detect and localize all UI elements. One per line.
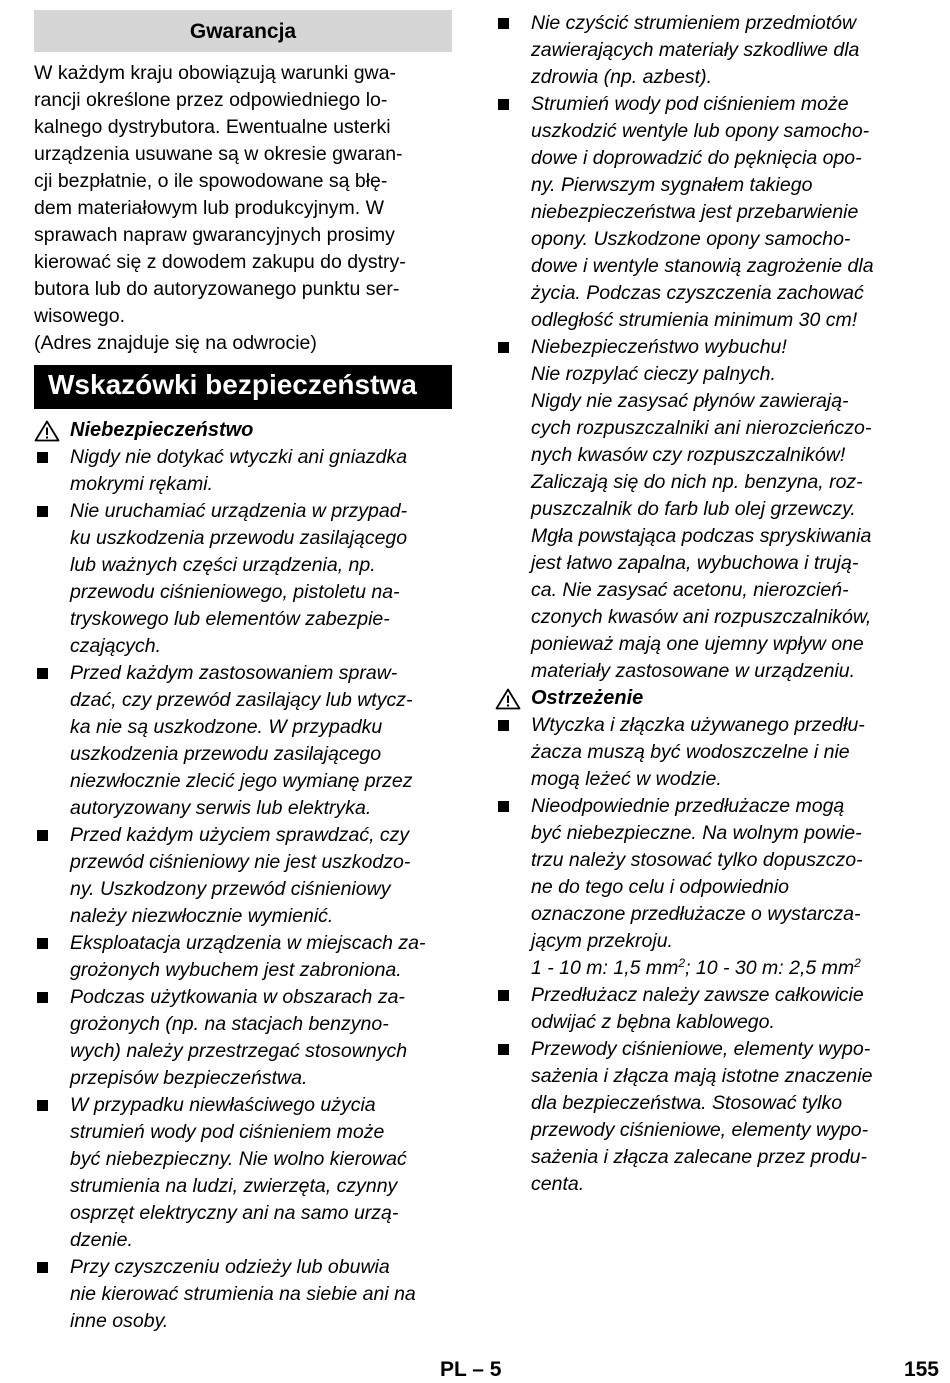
text-line: wych) należy przestrzegać stosownych: [70, 1040, 408, 1062]
square-bullet-icon: [498, 99, 509, 110]
list-item: [495, 10, 915, 91]
text-line: Nigdy nie zasysać płynów zawierają-: [531, 390, 849, 412]
left-column: [34, 10, 452, 1335]
list-item: [34, 444, 452, 498]
text-line: Przewody ciśnieniowe, elementy wypo-: [531, 1038, 871, 1060]
danger-list-continued: [495, 10, 915, 685]
list-item: [495, 91, 915, 334]
footer-page-number: 155: [903, 1358, 939, 1381]
text-line: inne osoby.: [70, 1310, 169, 1332]
list-item: [34, 1092, 452, 1254]
text-line: Podczas użytkowania w obszarach za-: [70, 986, 405, 1008]
text-line: odległość strumienia minimum 30 cm!: [531, 309, 858, 331]
square-bullet-icon: [498, 801, 509, 812]
footer-language-page: PL – 5: [440, 1358, 502, 1381]
text-line: Eksploatacja urządzenia w miejscach za-: [70, 932, 426, 954]
text-line: ny. Uszkodzony przewód ciśnieniowy: [70, 878, 391, 900]
square-bullet-icon: [37, 938, 48, 949]
text-line: zdrowia (np. azbest).: [531, 66, 712, 88]
text-line: kalnego dystrybutora. Ewentualne usterki: [34, 116, 391, 138]
danger-list: [34, 444, 452, 1335]
text-line: Nie uruchamiać urządzenia w przypad-: [70, 500, 408, 522]
text-line: ku uszkodzenia przewodu zasilającego: [70, 527, 408, 549]
warning-triangle-icon: [34, 420, 60, 442]
text-line: kierować się z dowodem zakupu do dystry-: [34, 251, 406, 273]
text-line: centa.: [531, 1173, 585, 1195]
text-line: zawierających materiały szkodliwe dla: [531, 39, 860, 61]
text-line: uszkodzić wentyle lub opony samocho-: [531, 120, 870, 142]
right-column: [495, 10, 915, 1198]
text-line: Przed każdym zastosowaniem spraw-: [70, 662, 398, 684]
text-line: ca. Nie zasysać acetonu, nierozcień-: [531, 579, 849, 601]
list-item: [34, 984, 452, 1092]
list-item: [34, 498, 452, 660]
square-bullet-icon: [37, 506, 48, 517]
text-line: niebezpieczeństwa jest przebarwienie: [531, 201, 859, 223]
text-line: dem materiałowym lub produkcyjnym. W: [34, 197, 385, 219]
cross-section-spec: [531, 955, 915, 982]
text-line: sprawach napraw gwarancyjnych prosimy: [34, 224, 395, 246]
square-bullet-icon: [37, 992, 48, 1003]
text-line: być niebezpieczne. Na wolnym powie-: [531, 822, 862, 844]
text-line: nych kwasów czy rozpuszczalników!: [531, 444, 846, 466]
text-line: opony. Uszkodzone opony samocho-: [531, 228, 851, 250]
spec-text: ;: [685, 957, 696, 979]
text-line: dzenie.: [70, 1229, 133, 1251]
list-item: [495, 982, 915, 1036]
text-line: żacza muszą być wodoszczelne i nie: [531, 741, 850, 763]
square-bullet-icon: [498, 1044, 509, 1055]
text-line: ny. Pierwszym sygnałem takiego: [531, 174, 813, 196]
text-line: przewody ciśnieniowe, elementy wypo-: [531, 1119, 869, 1141]
spec-text: 10 - 30 m: 2,5 mm: [695, 957, 855, 979]
text-line: Niebezpieczeństwo wybuchu!: [531, 336, 787, 358]
text-line: sażenia i złącza zalecane przez produ-: [531, 1146, 868, 1168]
square-bullet-icon: [498, 720, 509, 731]
text-line: przewód ciśnieniowy nie jest uszkodzo-: [70, 851, 411, 873]
text-line: autoryzowany serwis lub elektryka.: [70, 797, 372, 819]
text-line: być niebezpieczny. Nie wolno kierować: [70, 1148, 407, 1170]
text-line: Mgła powstająca podczas spryskiwania: [531, 525, 872, 547]
text-line: strumień wody pod ciśnieniem może: [70, 1121, 385, 1143]
text-line: dowe i wentyle stanowią zagrożenie dla: [531, 255, 874, 277]
square-bullet-icon: [37, 1262, 48, 1273]
text-line: Nie czyścić strumieniem przedmiotów: [531, 12, 857, 34]
text-line: W przypadku niewłaściwego użycia: [70, 1094, 376, 1116]
text-line: ka nie są uszkodzone. W przypadku: [70, 716, 383, 738]
text-line: tryskowego lub elementów zabezpie-: [70, 608, 390, 630]
text-line: przewodu ciśnieniowego, pistoletu na-: [70, 581, 400, 603]
text-line: ponieważ mają one ujemny wpływ one: [531, 633, 864, 655]
square-bullet-icon: [498, 990, 509, 1001]
text-line: mokrymi rękami.: [70, 473, 214, 495]
text-line: przepisów bezpieczeństwa.: [70, 1067, 308, 1089]
list-item: [495, 334, 915, 685]
danger-label: [34, 417, 452, 444]
text-line: niezwłocznie zlecić jego wymianę przez: [70, 770, 413, 792]
warning-list: [495, 712, 915, 1198]
text-line: odwijać z bębna kablowego.: [531, 1011, 775, 1033]
superscript: 2: [678, 956, 686, 970]
text-line: jącym przekroju.: [531, 930, 673, 952]
text-line: mogą leżeć w wodzie.: [531, 768, 722, 790]
text-line: Zaliczają się do nich np. benzyna, roz-: [531, 471, 863, 493]
square-bullet-icon: [498, 342, 509, 353]
text-line: jest łatwo zapalna, wybuchowa i trują-: [531, 552, 859, 574]
list-item: [34, 930, 452, 984]
square-bullet-icon: [37, 452, 48, 463]
list-item: [34, 660, 452, 822]
danger-label-text: Niebezpieczeństwo: [70, 419, 254, 441]
square-bullet-icon: [498, 18, 509, 29]
text-line: puszczalnik do farb lub olej grzewczy.: [531, 498, 856, 520]
text-line: ne do tego celu i odpowiednio: [531, 876, 790, 898]
text-line: Nieodpowiednie przedłużacze mogą: [531, 795, 845, 817]
superscript: 2: [854, 956, 861, 970]
text-line: Przy czyszczeniu odzieży lub obuwia: [70, 1256, 390, 1278]
text-line: Nie rozpylać cieczy palnych.: [531, 363, 776, 385]
warning-label-text: Ostrzeżenie: [531, 687, 644, 709]
warranty-paragraph: [34, 60, 452, 357]
text-line: dowe i doprowadzić do pęknięcia opo-: [531, 147, 862, 169]
text-line: życia. Podczas czyszczenia zachować: [531, 282, 864, 304]
list-item: [495, 793, 915, 982]
text-line: butora lub do autoryzowanego punktu ser-: [34, 278, 400, 300]
text-line: (Adres znajduje się na odwrocie): [34, 332, 317, 354]
text-line: strumienia na ludzi, zwierzęta, czynny: [70, 1175, 398, 1197]
text-line: grożonych wybuchem jest zabroniona.: [70, 959, 402, 981]
text-line: Wtyczka i złączka używanego przedłu-: [531, 714, 865, 736]
spec-text: 1 - 10 m: 1,5 mm: [531, 957, 679, 979]
square-bullet-icon: [37, 1100, 48, 1111]
text-line: trzu należy stosować tylko dopuszczo-: [531, 849, 863, 871]
text-line: dzać, czy przewód zasilający lub wtycz-: [70, 689, 413, 711]
text-line: wisowego.: [34, 305, 126, 327]
text-line: Przedłużacz należy zawsze całkowicie: [531, 984, 864, 1006]
list-item: [34, 1254, 452, 1335]
text-line: uszkodzenia przewodu zasilającego: [70, 743, 382, 765]
text-line: Strumień wody pod ciśnieniem może: [531, 93, 849, 115]
text-line: Przed każdym użyciem sprawdzać, czy: [70, 824, 410, 846]
list-item: [495, 1036, 915, 1198]
text-line: oznaczone przedłużacze o wystarcza-: [531, 903, 861, 925]
text-line: należy niezwłocznie wymienić.: [70, 905, 334, 927]
text-line: materiały zastosowane w urządzeniu.: [531, 660, 856, 682]
warranty-heading: Gwarancja: [34, 10, 452, 52]
text-line: grożonych (np. na stacjach benzyno-: [70, 1013, 389, 1035]
list-item: [495, 712, 915, 793]
text-line: nie kierować strumienia na siebie ani na: [70, 1283, 416, 1305]
square-bullet-icon: [37, 830, 48, 841]
text-line: dla bezpieczeństwa. Stosować tylko: [531, 1092, 843, 1114]
square-bullet-icon: [37, 668, 48, 679]
text-line: czonych kwasów ani rozpuszczalników,: [531, 606, 872, 628]
text-line: cych rozpuszczalniki ani nierozcieńczo-: [531, 417, 872, 439]
text-line: cji bezpłatnie, o ile spowodowane są błę-: [34, 170, 388, 192]
text-line: osprzęt elektryczny ani na samo urzą-: [70, 1202, 399, 1224]
warning-label: [495, 685, 915, 712]
safety-heading: Wskazówki bezpieczeństwa: [34, 365, 452, 409]
text-line: W każdym kraju obowiązują warunki gwa-: [34, 62, 396, 84]
text-line: czających.: [70, 635, 162, 657]
text-line: sażenia i złącza mają istotne znaczenie: [531, 1065, 873, 1087]
text-line: lub ważnych części urządzenia, np.: [70, 554, 376, 576]
text-line: Nigdy nie dotykać wtyczki ani gniazdka: [70, 446, 408, 468]
text-line: urządzenia usuwane są w okresie gwaran-: [34, 143, 403, 165]
warning-triangle-icon: [495, 688, 521, 710]
list-item: [34, 822, 452, 930]
text-line: rancji określone przez odpowiedniego lo-: [34, 89, 388, 111]
